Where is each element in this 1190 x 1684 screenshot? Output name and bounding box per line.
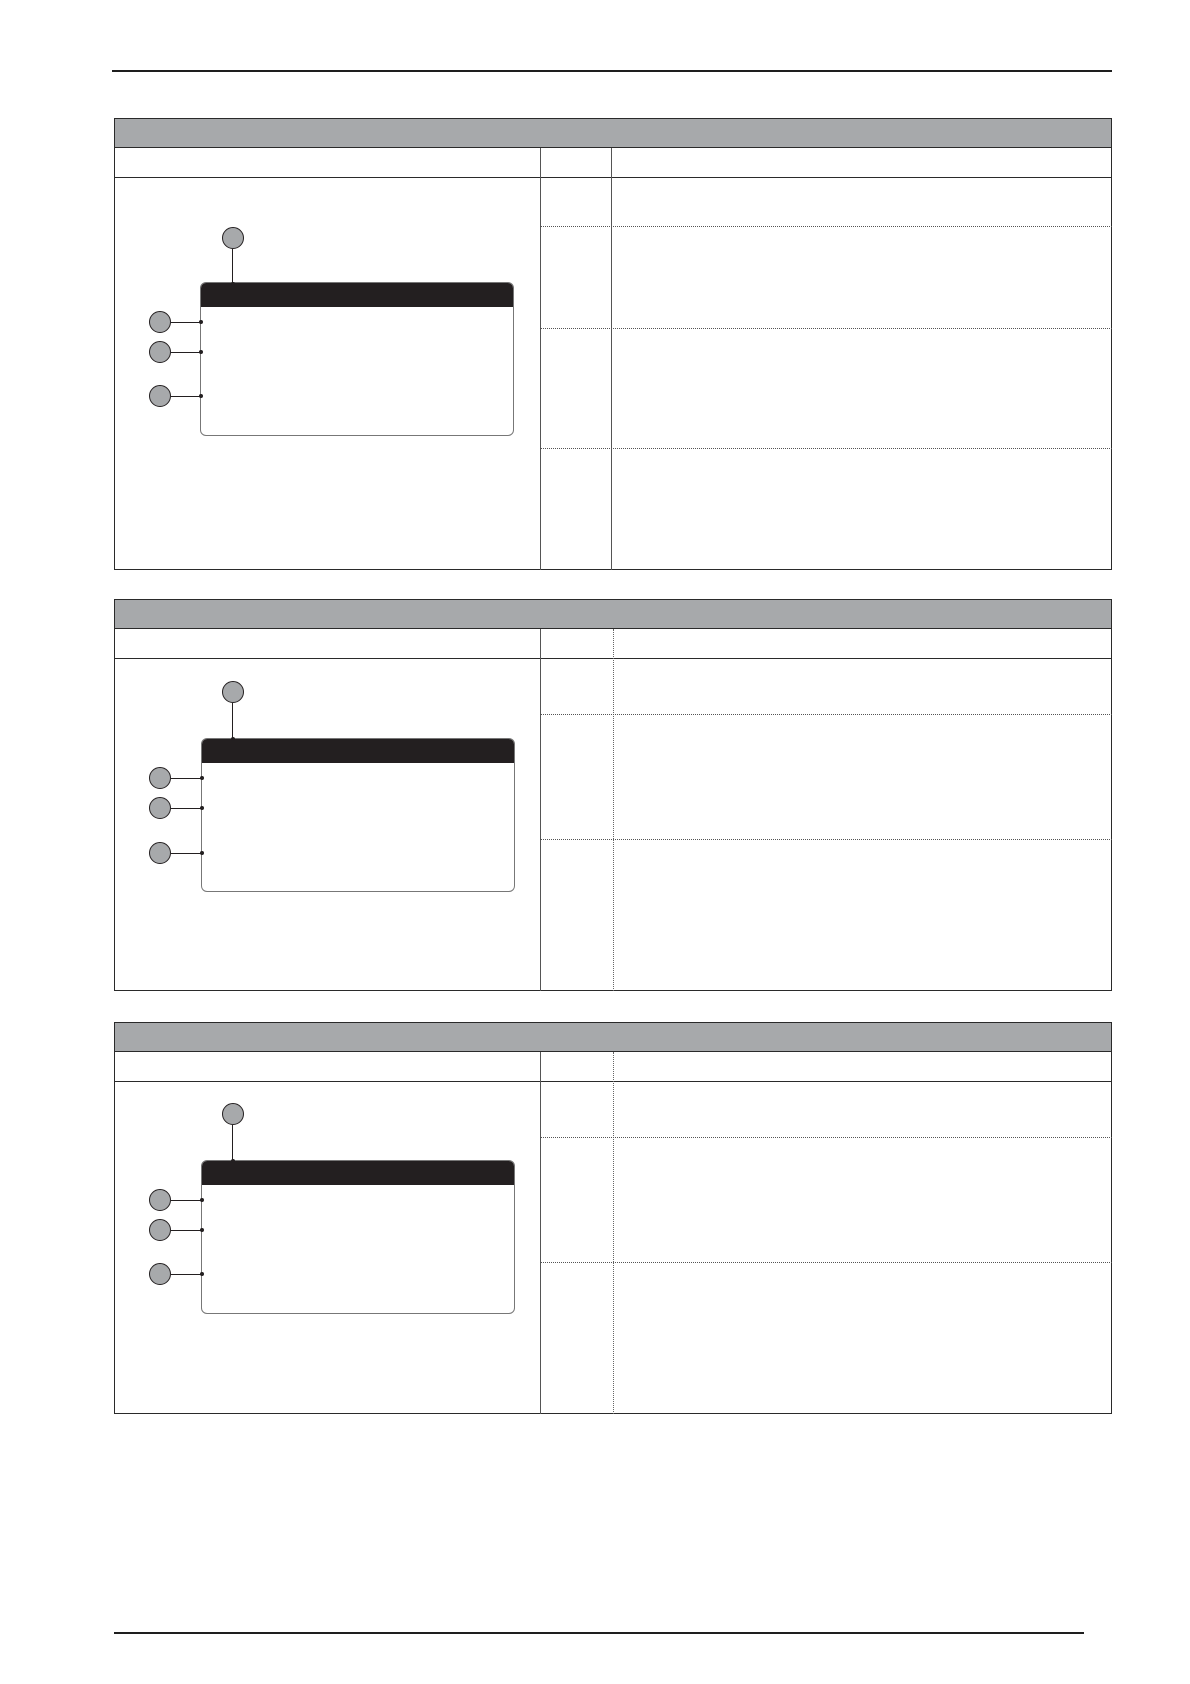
column-header-row	[115, 148, 1111, 178]
callout-leader-end	[199, 320, 203, 324]
panel-title	[115, 1023, 1111, 1052]
callout-marker	[149, 1219, 171, 1241]
callout-leader-end	[200, 1272, 204, 1276]
screen-title-bar	[202, 1161, 514, 1185]
panel-title	[115, 119, 1111, 148]
screen-title-bar	[201, 283, 513, 307]
callout-leader-end	[200, 776, 204, 780]
panel-body	[115, 178, 1111, 570]
row-separator	[540, 448, 1112, 449]
display-screen-illustration	[201, 738, 515, 892]
callout-leader	[232, 1125, 233, 1161]
callout-leader-end	[231, 282, 235, 286]
callout-marker	[149, 385, 171, 407]
callout-marker	[149, 767, 171, 789]
row-separator	[540, 1137, 1112, 1138]
column-divider	[613, 1052, 614, 1414]
callout-marker	[222, 681, 244, 703]
column-divider	[540, 148, 541, 570]
row-separator	[540, 226, 1112, 227]
row-separator	[540, 1262, 1112, 1263]
panel-2	[114, 599, 1112, 991]
footer-rule	[114, 1632, 1084, 1634]
callout-leader	[171, 808, 202, 809]
row-separator	[540, 839, 1112, 840]
screen-title-bar	[202, 739, 514, 763]
callout-marker	[149, 341, 171, 363]
callout-marker	[149, 842, 171, 864]
display-screen-illustration	[200, 282, 514, 436]
panel-body	[115, 1082, 1111, 1414]
callout-marker	[149, 311, 171, 333]
panel-title	[115, 600, 1111, 629]
callout-marker	[149, 1263, 171, 1285]
callout-leader-end	[199, 394, 203, 398]
callout-leader	[171, 1230, 202, 1231]
panel-3	[114, 1022, 1112, 1414]
callout-marker	[149, 797, 171, 819]
callout-leader	[171, 778, 202, 779]
callout-leader-end	[200, 851, 204, 855]
column-divider	[611, 148, 612, 570]
callout-leader-end	[200, 806, 204, 810]
callout-leader-end	[200, 1198, 204, 1202]
callout-leader-end	[231, 1159, 235, 1163]
callout-leader	[171, 352, 201, 353]
callout-marker	[149, 1189, 171, 1211]
callout-leader	[232, 703, 233, 739]
callout-leader	[171, 1200, 202, 1201]
callout-leader	[171, 322, 201, 323]
callout-marker	[222, 1103, 244, 1125]
callout-leader	[171, 396, 201, 397]
callout-leader-end	[200, 1228, 204, 1232]
column-divider	[540, 1052, 541, 1414]
callout-leader-end	[231, 737, 235, 741]
row-separator	[540, 328, 1112, 329]
column-divider	[613, 629, 614, 991]
header-rule	[112, 70, 1112, 72]
callout-leader	[171, 1274, 202, 1275]
row-separator	[540, 714, 1112, 715]
callout-leader	[232, 249, 233, 284]
column-divider	[540, 629, 541, 991]
callout-leader-end	[199, 350, 203, 354]
panel-body	[115, 659, 1111, 991]
display-screen-illustration	[201, 1160, 515, 1314]
callout-leader	[171, 853, 202, 854]
panel-1	[114, 118, 1112, 570]
callout-marker	[222, 227, 244, 249]
